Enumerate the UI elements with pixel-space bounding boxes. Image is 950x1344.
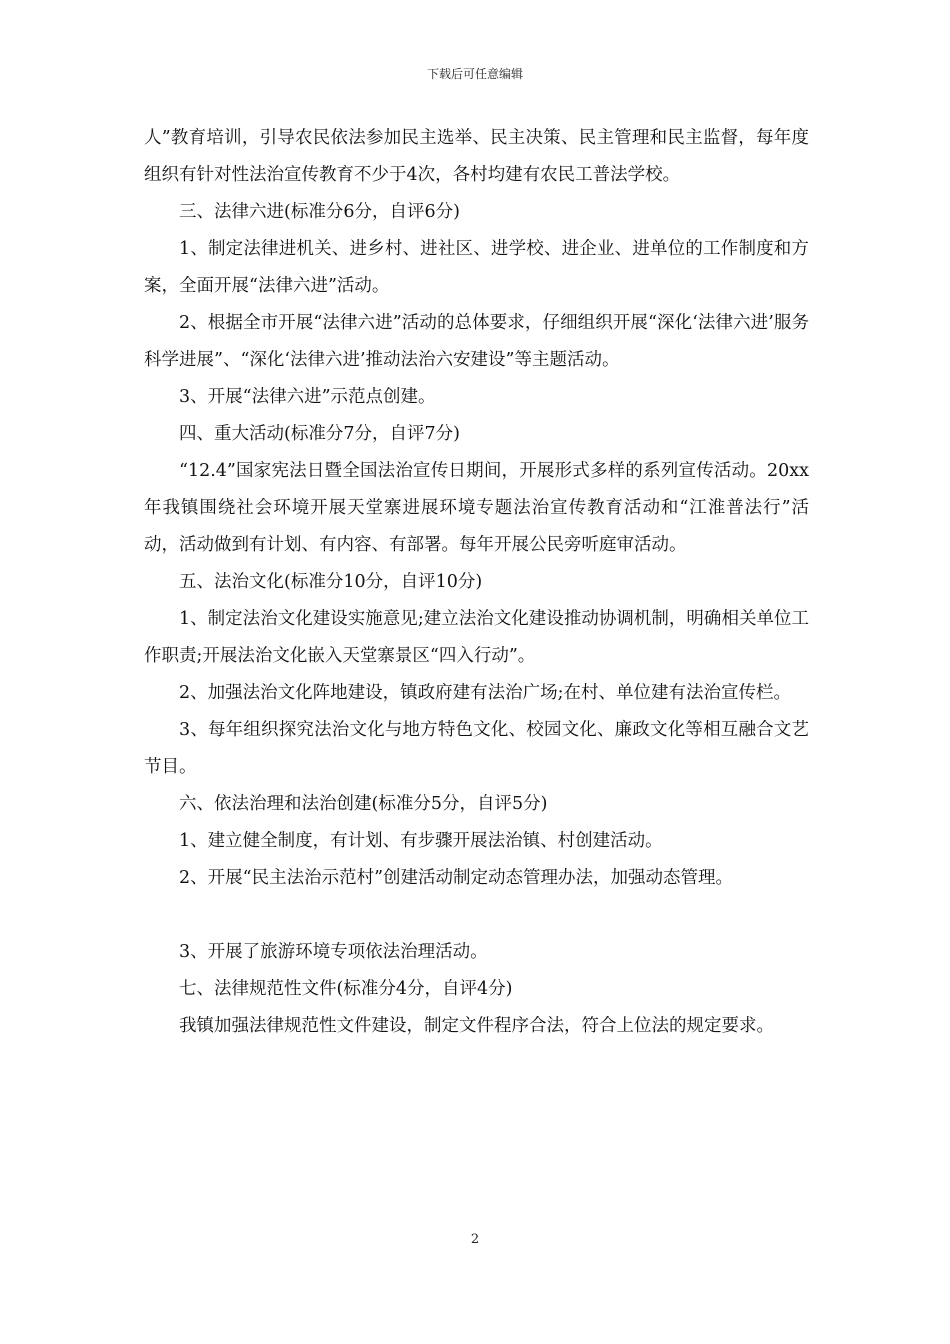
section-heading: 七、法律规范性文件(标准分4分，自评4分) (179, 979, 513, 999)
section-heading: 六、依法治理和法治创建(标准分5分，自评5分) (179, 794, 548, 814)
paragraph: “12.4”国家宪法日暨全国法治宣传日期间，开展形式多样的系列宣传活动。20xx年我镇围绕社会环境开展天堂寨进展环境专题法治宣传教育活动和“江淮普法行”活动，活动做到有计划、有内容、有部署。每年开展公民旁听庭审活动。 (144, 461, 809, 555)
paragraph: 人”教育培训，引导农民依法参加民主选举、民主决策、民主管理和民主监督，每年度组织有针对性法治宣传教育不少于4次，各村均建有农民工普法学校。 (144, 128, 809, 185)
document-body (144, 120, 809, 1045)
paragraph: 3、开展了旅游环境专项依法治理活动。 (179, 942, 488, 962)
section-heading: 四、重大活动(标准分7分，自评7分) (179, 424, 460, 444)
section-heading: 五、法治文化(标准分10分，自评10分) (179, 572, 483, 592)
paragraph: 2、开展“民主法治示范村”创建活动制定动态管理办法，加强动态管理。 (179, 868, 734, 888)
page-number: 2 (470, 1232, 480, 1247)
blank-line (144, 897, 809, 934)
paragraph: 1、建立健全制度，有计划、有步骤开展法治镇、村创建活动。 (179, 831, 663, 851)
paragraph: 2、根据全市开展“法律六进”活动的总体要求，仔细组织开展“深化‘法律六进’服务科学进展”、“深化‘法律六进’推动法治六安建设”等主题活动。 (144, 313, 809, 370)
paragraph: 3、每年组织探究法治文化与地方特色文化、校园文化、廉政文化等相互融合文艺节目。 (144, 720, 809, 777)
paragraph: 我镇加强法律规范性文件建设，制定文件程序合法，符合上位法的规定要求。 (179, 1016, 774, 1036)
paragraph: 3、开展“法律六进”示范点创建。 (179, 387, 436, 407)
paragraph: 2、加强法治文化阵地建设，镇政府建有法治广场;在村、单位建有法治宣传栏。 (179, 683, 792, 703)
page-header: 下载后可任意编辑 (426, 67, 523, 81)
paragraph: 1、制定法律进机关、进乡村、进社区、进学校、进企业、进单位的工作制度和方案，全面开展“法律六进”活动。 (144, 239, 809, 296)
section-heading: 三、法律六进(标准分6分，自评6分) (179, 202, 460, 222)
paragraph: 1、制定法治文化建设实施意见;建立法治文化建设推动协调机制，明确相关单位工作职责;开展法治文化嵌入天堂寨景区“四入行动”。 (144, 609, 809, 666)
